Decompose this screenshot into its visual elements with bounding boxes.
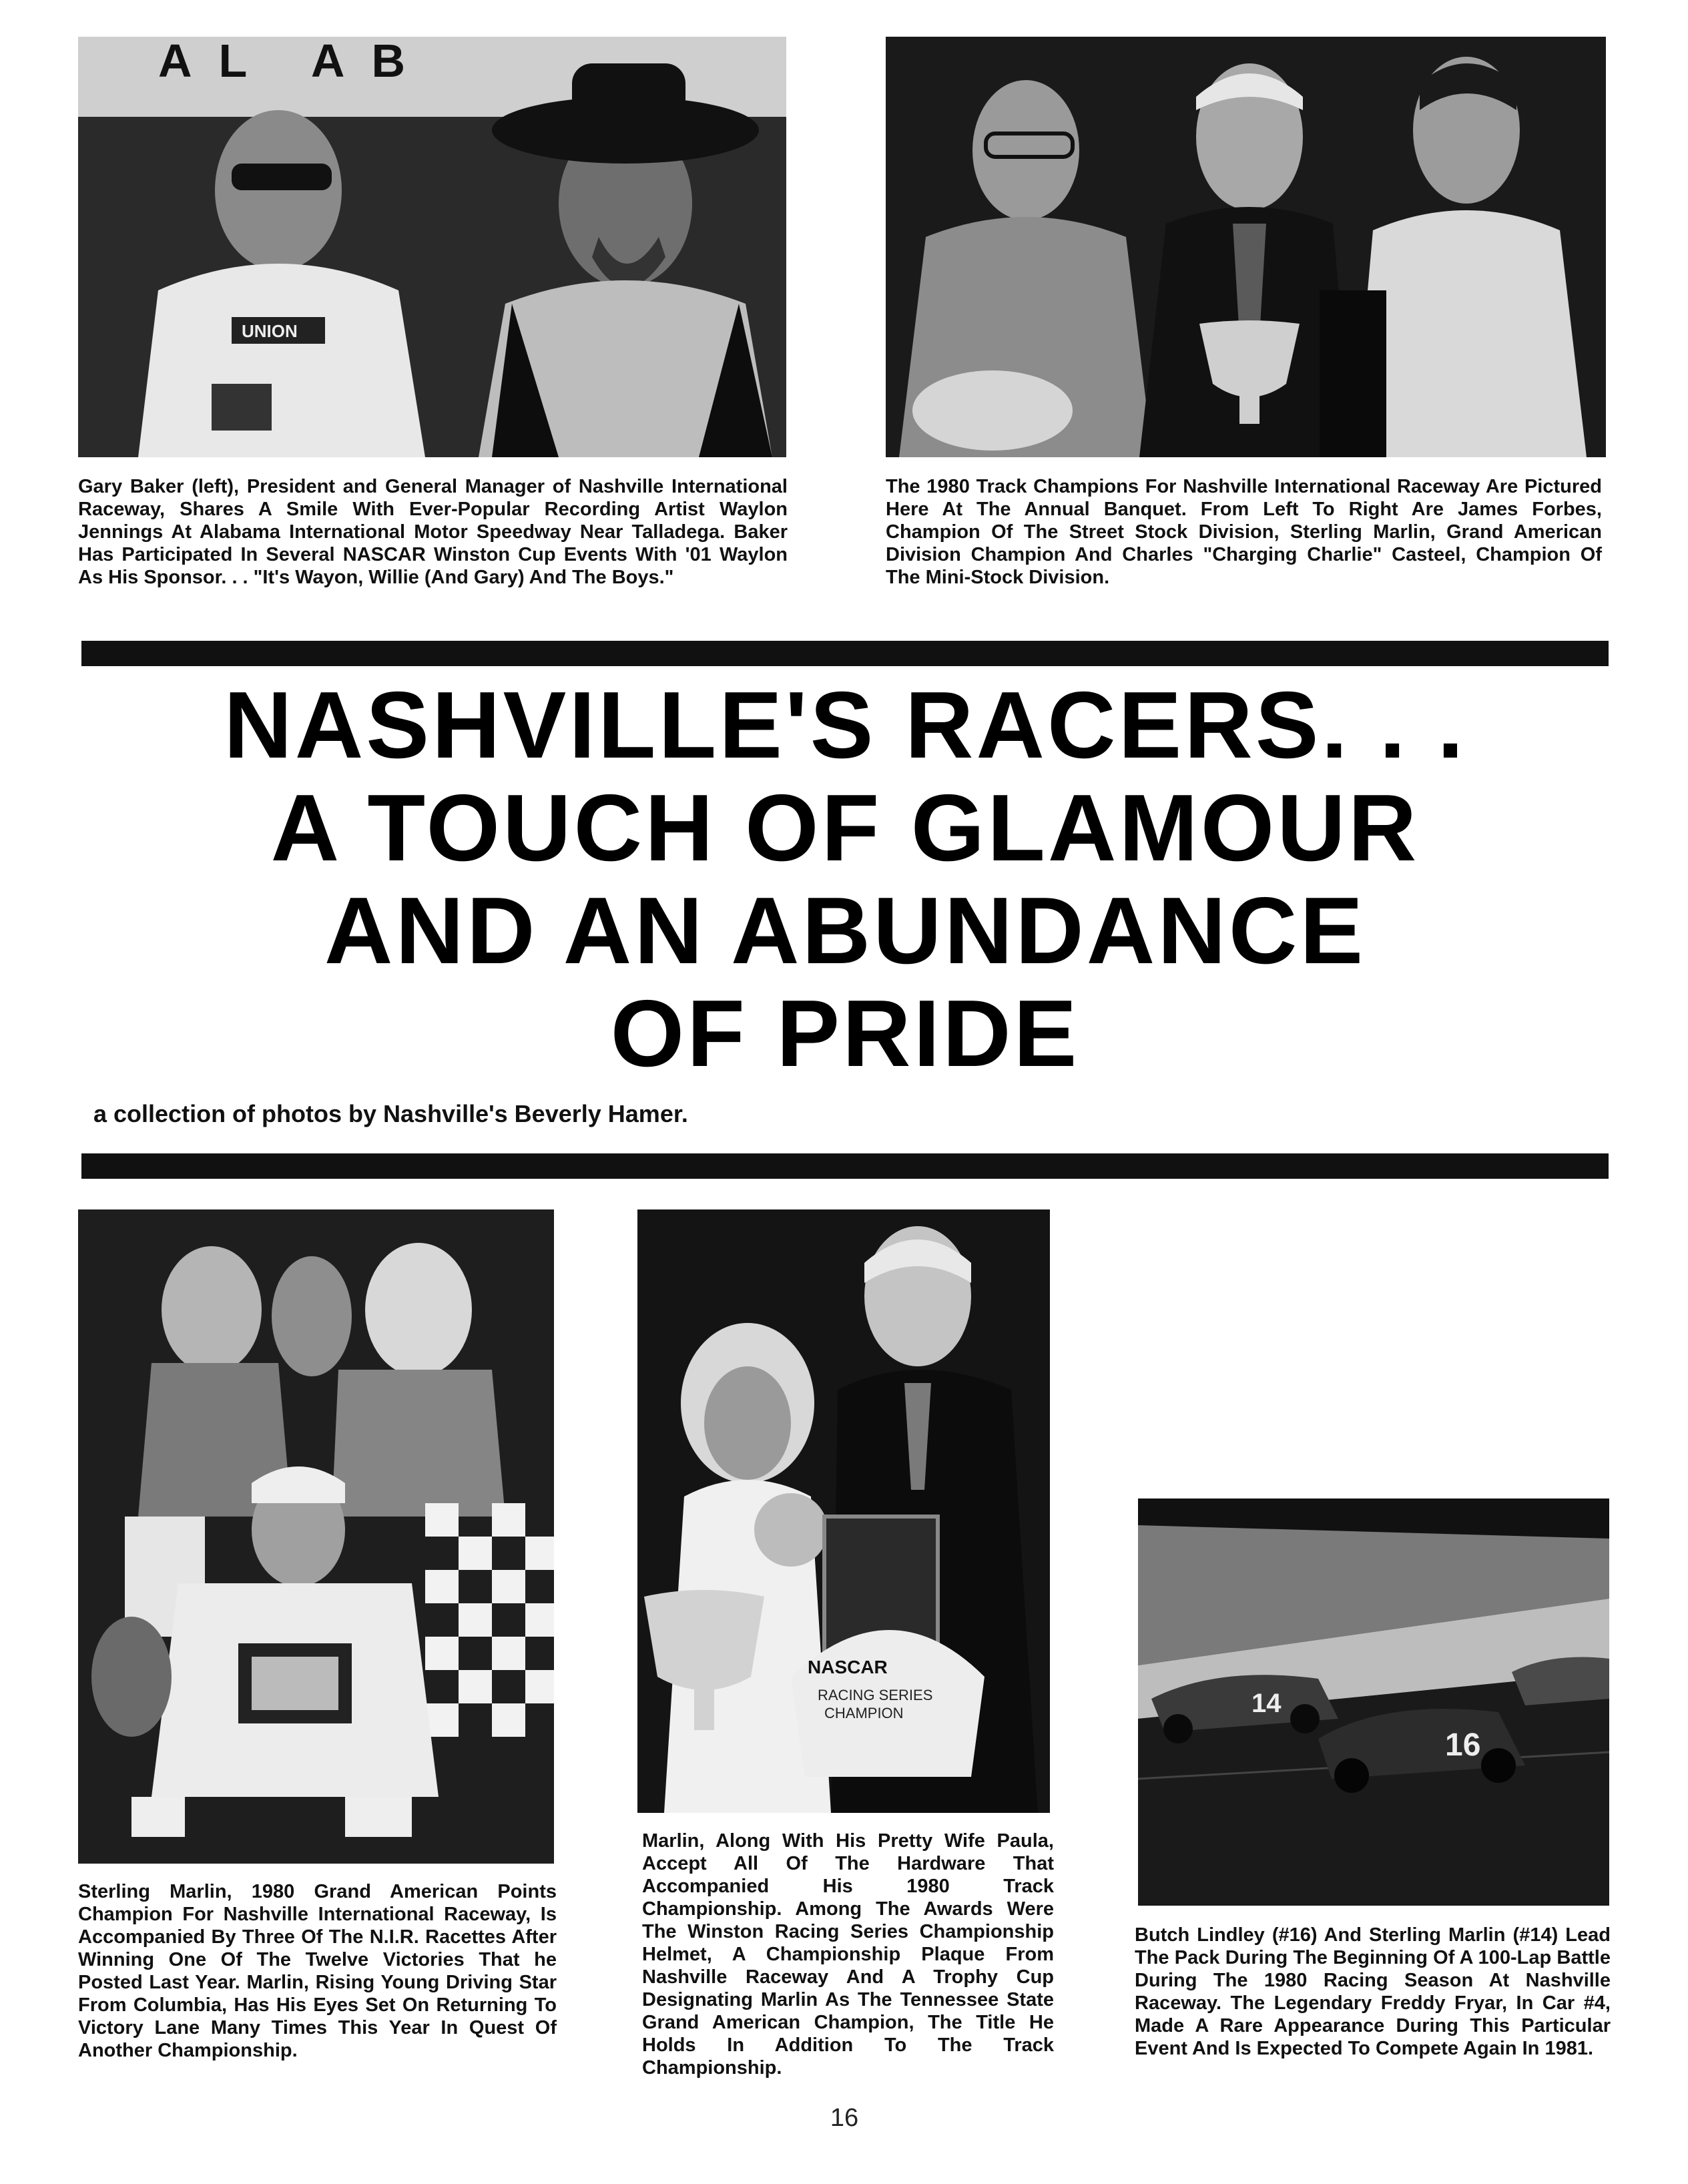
couple-hardware-photo-icon — [637, 1209, 1050, 1813]
headline-line3: AND AN ABUNDANCE — [324, 878, 1366, 984]
caption-photo1: Gary Baker (left), President and General Manager of Nashville International Raceway, Shares A Smile With Ever-Popular Recording Artist Waylon Jennings At Alabama International Motor Speedway Near Talladega. Baker Has Participated In Several NASCAR Winston Cup Events With '01 Waylon As His Sponsor. . . "It's Wayon, Willie (And Gary) And The Boys." — [78, 476, 788, 588]
photo-race-action — [1138, 1498, 1609, 1906]
headline-line1: NASHVILLE'S RACERS. . . — [224, 672, 1466, 778]
headline-line2: A TOUCH OF GLAMOUR — [270, 775, 1420, 881]
helmet-champion-text: CHAMPION — [824, 1705, 904, 1721]
caption-photo3: Sterling Marlin, 1980 Grand American Points Champion For Nashville International Raceway, Is Accompanied By Three Of The N.I.R. Racettes After Winning One Of The Twelve Victories That he Posted Last Year. Marlin, Rising Young Driving Star From Columbia, Has His Eyes Set On Returning To Victory Lane Many Times This Year In Quest Of Another Championship. — [78, 1881, 557, 2061]
racer-and-singer-photo-icon — [78, 37, 786, 457]
car-14-number: 14 — [1251, 1689, 1282, 1718]
photo-marlin-and-wife — [637, 1209, 1050, 1813]
bottom-rule — [81, 1153, 1609, 1179]
banquet-trophy-photo-icon — [886, 37, 1606, 457]
caption-photo5: Butch Lindley (#16) And Sterling Marlin (#14) Lead The Pack During The Beginning Of A 100-Lap Battle During The 1980 Racing Season At Nashville Raceway. The Legendary Freddy Fryar, In Car #4, Made A Rare Appearance During This Particular Event And Is Expected To Compete Again In 1981. — [1135, 1924, 1611, 2059]
photo-victory-lane — [78, 1209, 554, 1864]
car-16-number: 16 — [1445, 1727, 1481, 1763]
caption-photo4: Marlin, Along With His Pretty Wife Paula, Accept All Of The Hardware That Accompanied His 1980 Track Championship. Among The Awards Were The Winston Racing Series Championship Helmet, A Championship Plaque From Nashville Raceway And A Trophy Cup Designating Marlin As The Tennessee State Grand American Champion, The Title He Holds In Addition To The Track Championship. — [642, 1830, 1054, 2079]
helmet-brand-text: NASCAR — [808, 1657, 888, 1677]
race-cars-photo-icon — [1138, 1498, 1609, 1906]
top-rule — [81, 641, 1609, 666]
page-headline — [81, 674, 1609, 1085]
speedway-sign-text: AL AB — [158, 37, 432, 87]
photo-baker-jennings — [78, 37, 786, 457]
victory-lane-photo-icon — [78, 1209, 554, 1864]
caption-photo2: The 1980 Track Champions For Nashville International Raceway Are Pictured Here At The Annual Banquet. From Left To Right Are James Forbes, Champion Of The Street Stock Division, Sterling Marlin, Grand American Division Champion And Charles "Charging Charlie" Casteel, Champion Of The Mini-Stock Division. — [886, 476, 1602, 588]
headline-line4: OF PRIDE — [610, 981, 1080, 1087]
photo-track-champions — [886, 37, 1606, 457]
helmet-series-text: RACING SERIES — [818, 1687, 933, 1703]
suit-badge-text: UNION — [242, 321, 298, 341]
page-number: 16 — [830, 2104, 859, 2132]
photo-credit-byline: a collection of photos by Nashville's Beverly Hamer. — [93, 1100, 688, 1127]
